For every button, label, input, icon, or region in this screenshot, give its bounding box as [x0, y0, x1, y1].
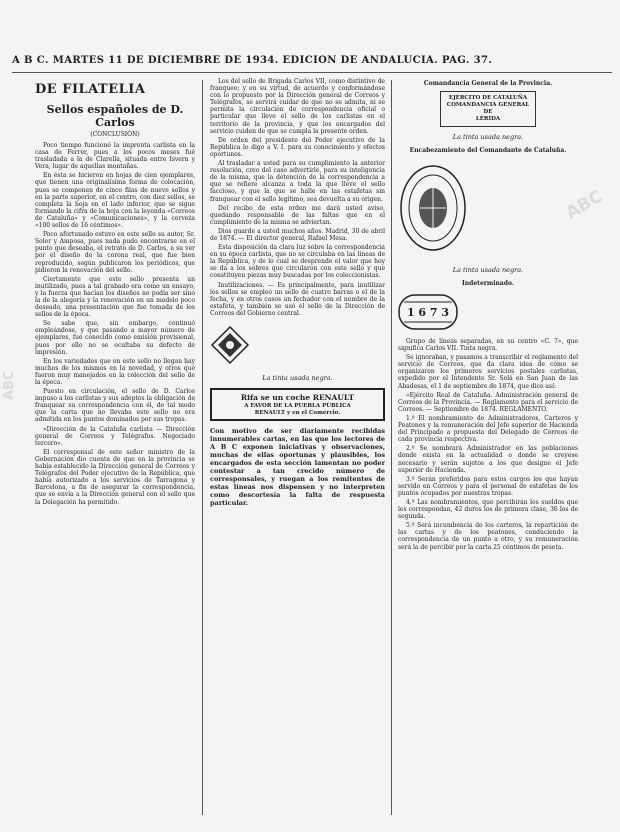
- stamp-line: DE: [483, 109, 493, 115]
- paragraph: Puesto en circulación, el sello de D. Carlos impuso a los carlistas y sus adeptos la obligación de franquear su correspondencia con él, de tal modo que la carta que no llevaba este sello no era admitida en los puntos dominados por sus tropas.: [35, 388, 195, 424]
- paragraph: En los variedades que en este sello no llegan hay muchos de los mismos en la novedad, y otros que fueron muy manejados en la colección del sello de la época.: [35, 357, 195, 386]
- section-title: DE FILATELIA: [35, 82, 146, 97]
- ad-line-1: Rifa se un coche RENAULT: [240, 393, 355, 402]
- paragraph: 3.º Serán preferidos para estos cargos los que hayan servido en Correos y para el personal de estafetas de los puntos ocupados por nuestras tropas.: [398, 475, 578, 497]
- article-title: Sellos españoles de D. Carlos: [46, 103, 184, 129]
- paragraph: El corresponsal de este señor ministro de la Gobernación dio cuenta de que en la provincia se había establecido la Dirección general de Correos y Telégrafos del Poder ejecutivo de la República, que había autorizado a los servicios de Tarragona y Barcelona, a fin de asegurar la correspondencia, que se envía a la Dirección general con el sello que la Delegación ha permitido.: [35, 448, 195, 506]
- paragraph: «Dirección de la Cataluña carlista — Dirección general de Correos y Telégrafos. Negociado tercero».: [35, 425, 195, 447]
- ad-line-3: RENAULT y en el Comercio.: [254, 410, 341, 416]
- column-1: [35, 78, 195, 818]
- paragraph: Grupo de líneas separadas, en su centro «C. 7», que significa Carlos VII. Tinta negra.: [398, 338, 578, 353]
- paragraph: Se sabe que, sin embargo, continuó empleándose, y que pasando a mayor número de ejemplares, fue conocido como emisión provisional, pues por ello no se ocultaba su defecto de impresión.: [35, 320, 195, 356]
- stamp-frame: [440, 91, 537, 127]
- paragraph: Ciertamente que este sello presenta un inutilizado, pues a tal grabado era como un ensayo, y la fuerza que hacían los diseños no podía ser sino la de la alegoría y la renovación en un modelo poco deseado, una presentación que fue tomada de los sellos de la época.: [35, 275, 195, 319]
- oval-seal-icon: [398, 163, 468, 253]
- section-heading: Encabezamiento del Comandante de Cataluña.: [409, 147, 567, 154]
- comandancia-stamp: [398, 91, 578, 127]
- stamp-line: COMANDANCIA GENERAL: [446, 102, 530, 108]
- cancel-mark-icon: [398, 294, 458, 330]
- stamp-line: LÉRIDA: [475, 116, 501, 122]
- section-heading: Comandancia General de la Provincia.: [423, 80, 553, 87]
- paragraph: De orden del presidente del Poder ejecutivo de la República lo digo a V. I. para su conocimiento y efectos oportunos.: [210, 136, 385, 158]
- column-2: [210, 78, 385, 818]
- editorial-note: Con motivo de ser diariamente recibidas innumerables cartas, en las que los lectores de A B C exponen iniciativas y observaciones, muchas de ellas oportunas y plausibles, los encargados de esta sección lamentan no poder contestar a tan crecido número de corresponsales, y ruegan a los remitentes de estas líneas nos dispensen y no interpreten como descortesía la falta de respuesta particular.: [210, 427, 385, 507]
- paragraph: Poco tiempo funcionó la imprenta carlista en la casa de Ferrer, pues a los pocos meses fué trasladada a la de Clarella, situada entre Isvern y Vera, lugar de aquellas montañas.: [35, 142, 195, 171]
- watermark-right: ABC: [562, 186, 607, 224]
- ad-line-2: A FAVOR DE LA PUEBLA PÚBLICA: [244, 403, 351, 409]
- seal-caption: La tinta usada negra.: [452, 266, 524, 274]
- page-header: A B C. MARTES 11 DE DICIEMBRE DE 1934. EDICION DE ANDALUCIA. PAG. 37.: [12, 55, 493, 66]
- renault-ad: [210, 388, 385, 421]
- paragraph: Poco afortunado estuvo en este sello su autor, Sr. Soler y Amposa, pues nada pudo encontrarse en el punto que deseaba, el retrato de D. Carlos, a su ver por el diseño de la corona real, que fue bien reproducido, según publicaron los periódicos, que pidieron la renovación del sello.: [35, 231, 195, 274]
- article-subtitle: (CONCLUSIÓN): [90, 131, 140, 138]
- stamp-line: EJÉRCITO DE CATALUÑA: [448, 95, 528, 101]
- paragraph: En ésta se hicieron en hojas de cien ejemplares, que tienen una originalísima forma de colocación, pues se componen de cinco filas de nueve sellos y en la parte superior, en el centro, con diez sellos, se completa la hoja en el lado inferior, que se sigue formando la cifra de la hoja con la leyenda «Correos de Cataluña» y «Comunicaciones», y la cerveza «100 sellos de 16 céntimos».: [35, 172, 195, 230]
- paragraph: Del recibo de esta orden me dará usted aviso, quedando responsable de las faltas que en el cumplimiento de la misma se adviertan.: [210, 204, 385, 226]
- paragraph: Se ignoraban, y pasamos a transcribir el reglamento del servicio de Correos, que da clara idea de cómo se organizaron los primeros servicios postales carlistas, expedido por el Intendente Sr. Solá en San Juan de las Abadesas, el 1 de septiembre de 1874, que dice así:: [398, 354, 578, 390]
- watermark-left: ABC: [2, 370, 17, 400]
- paragraph: 4.º Las nombramientos, que percibirán los sueldos que les correspondan, 42 duros los de primera clase, 36 los de segunda.: [398, 498, 578, 521]
- paragraph: 2.º Se nombrará Administrador en las poblaciones donde exista en la actualidad o donde se creyese necesario y serán sujetos a los que designe el Jefe superior de Hacienda.: [398, 445, 578, 474]
- paragraph: Dios guarde a usted muchos años. Madrid, 30 de abril de 1874. — El director general, Rafael Mesa.: [210, 227, 385, 242]
- paragraph: Inutilizaciones. — Es principalmente, para inutilizar los sellos se empleó un sello de cuatro barras o el de la fecha, y en otros casos un fechador con el nombre de la estafeta, y también se usó el sello de la Dirección de Correos del Gobierno central.: [210, 281, 385, 317]
- header-rule: [12, 72, 612, 73]
- column-divider: [391, 80, 392, 815]
- paragraph: 1.º El nombramiento de Administradores, Carteros y Peatones y la remuneración del Jefe superior de Hacienda del Principado a propuesta del Delegado de Correos de cada provincia respectiva.: [398, 414, 578, 444]
- cancel-mark-text: 1 6 7 3: [406, 306, 450, 319]
- stamp-caption: La tinta usada negra.: [452, 133, 524, 141]
- paragraph: «Ejército Real de Cataluña. Administración general de Correos de la Provincia. — Reglamento para el servicio de Correos. — Septiembre de 1874. REGLAMENTO.: [398, 391, 578, 413]
- section-heading: Indeterminado.: [462, 280, 514, 287]
- ornament-stamp-icon: [210, 325, 250, 365]
- ornament-caption: La tinta usada negra.: [262, 374, 333, 382]
- paragraph: Esta disposición da clara luz sobre la correspondencia en su época carlista, que no se circulaba en las líneas de la República, y de lo cual se desprende el valor que hoy se da a los sobres que circularon con este sello y que constituyen piezas muy buscadas por los coleccionistas.: [210, 244, 385, 280]
- column-divider: [202, 80, 203, 815]
- paragraph: 5.º Será incumbencia de los carteros, la repartición de las cartas y de los peatones, conduciendo la correspondencia de un punto a otro, y su remuneración será la de percibir por la carta 25 céntimos de peseta.: [398, 522, 578, 551]
- paragraph: Al trasladar a usted para su cumplimiento la anterior resolución, creo del caso advertirle, para su inteligencia de la misma, que la detención de la correspondencia a que se refiere alcanza a toda la que lleve el sello faccioso, y que la que se halle en las estafetas sin franquear con el sello legítimo, sea devuelta a su origen.: [210, 160, 385, 203]
- paragraph: Los del sello de Brigada Carlos VII, como distintivo de franqueo; y en su virtud, de acuerdo y conformándose con lo propuesto por la Dirección general de Correos y Telégrafos, se servirá cuidar de que no se admita, ni se permita la circulación de correspondencia oficial o particular que lleve el sello de los carlistas en el territorio de la provincia, y que los encargados del servicio cuiden de que se cumpla la presente orden.: [210, 78, 385, 135]
- column-3: [398, 78, 578, 818]
